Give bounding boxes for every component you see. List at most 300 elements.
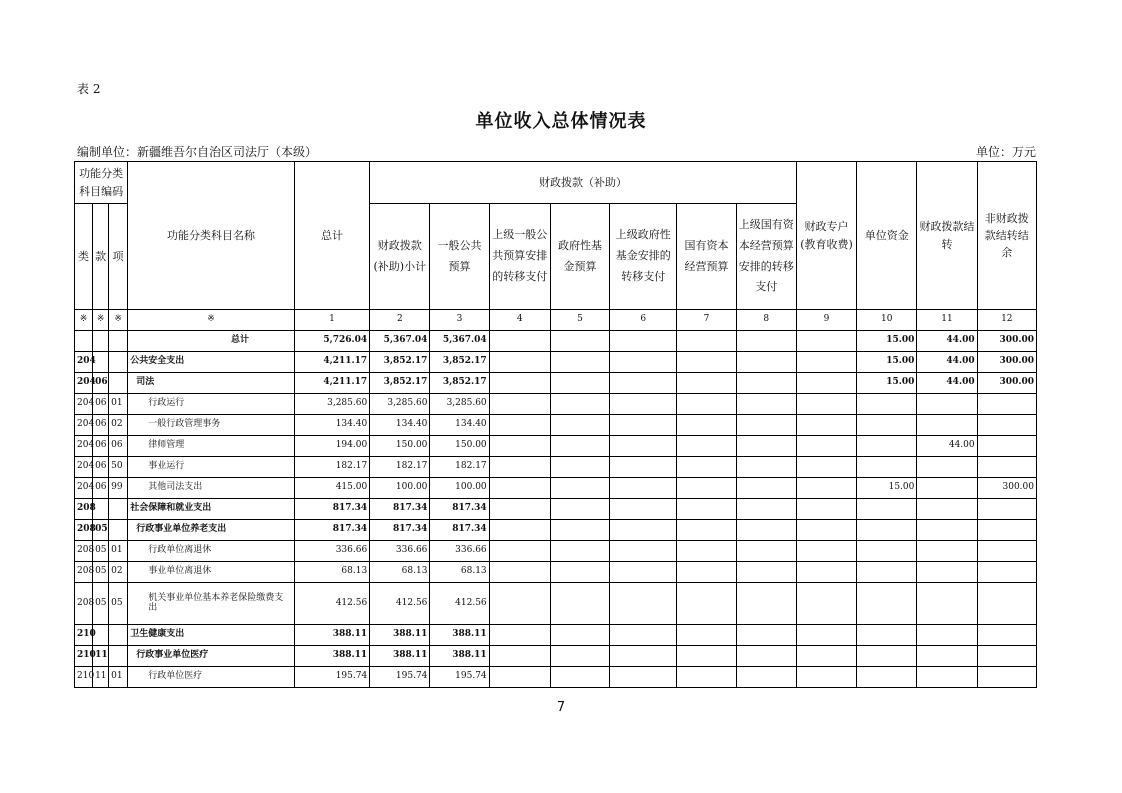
table-row — [75, 520, 1037, 541]
value-cell — [857, 436, 917, 457]
code-kuan-cell: 06 — [93, 478, 109, 499]
value-cell — [677, 520, 736, 541]
category-name-cell: 事业运行 — [128, 457, 295, 478]
value-cell — [736, 457, 796, 478]
index-num: 2 — [370, 310, 430, 331]
value-cell — [550, 478, 609, 499]
value-cell — [610, 520, 677, 541]
value-cell: 182.17 — [294, 457, 369, 478]
value-cell: 4,211.17 — [294, 373, 369, 394]
value-cell — [796, 331, 856, 352]
code-kuan-cell: 06 — [93, 457, 109, 478]
fiscal-special-header: 财政专户(教育收费) — [796, 162, 856, 310]
code-lei-cell: 208 — [75, 562, 93, 583]
value-cell: 3,285.60 — [370, 394, 430, 415]
fiscal-group-header: 财政拨款（补助） — [370, 162, 797, 204]
value-cell — [677, 352, 736, 373]
value-cell — [857, 646, 917, 667]
code-lei-cell: 204 — [75, 415, 93, 436]
value-cell: 15.00 — [857, 478, 917, 499]
code-xiang-cell: 06 — [109, 436, 128, 457]
value-cell — [489, 646, 550, 667]
index-num: 5 — [550, 310, 609, 331]
value-cell — [736, 562, 796, 583]
code-kuan-cell: 05 — [93, 520, 109, 541]
value-cell: 44.00 — [917, 352, 977, 373]
code-xiang-cell: 05 — [109, 583, 128, 625]
value-cell — [610, 562, 677, 583]
code-lei-cell: 204 — [75, 373, 93, 394]
value-cell — [610, 625, 677, 646]
table-row — [75, 499, 1037, 520]
upper-state-capital-header: 上级国有资本经营预算安排的转移支付 — [736, 204, 796, 310]
value-cell — [550, 499, 609, 520]
value-cell: 388.11 — [430, 646, 489, 667]
value-cell — [917, 541, 977, 562]
code-lei-cell: 210 — [75, 625, 93, 646]
code-xiang-cell — [109, 352, 128, 373]
code-xiang-cell: 99 — [109, 478, 128, 499]
value-cell — [796, 436, 856, 457]
value-cell: 100.00 — [430, 478, 489, 499]
value-cell: 15.00 — [857, 331, 917, 352]
code-lei-cell: 204 — [75, 478, 93, 499]
value-cell: 182.17 — [370, 457, 430, 478]
value-cell: 3,285.60 — [294, 394, 369, 415]
value-cell — [550, 457, 609, 478]
header-row-1 — [75, 162, 1037, 204]
value-cell: 5,367.04 — [370, 331, 430, 352]
value-cell — [857, 457, 917, 478]
value-cell — [796, 667, 856, 688]
value-cell — [550, 520, 609, 541]
category-name-cell: 司法 — [128, 373, 295, 394]
lei-header: 类 — [75, 204, 93, 310]
value-cell: 44.00 — [917, 436, 977, 457]
value-cell: 336.66 — [370, 541, 430, 562]
category-name-cell: 行政运行 — [128, 394, 295, 415]
code-xiang-cell: 50 — [109, 457, 128, 478]
code-lei-cell: 208 — [75, 499, 93, 520]
code-xiang-cell: 01 — [109, 394, 128, 415]
code-lei-cell: 204 — [75, 436, 93, 457]
value-cell — [550, 394, 609, 415]
value-cell: 388.11 — [430, 625, 489, 646]
value-cell — [857, 520, 917, 541]
value-cell — [610, 436, 677, 457]
value-cell — [917, 499, 977, 520]
value-cell — [736, 625, 796, 646]
value-cell — [677, 541, 736, 562]
value-cell — [489, 625, 550, 646]
value-cell — [796, 625, 856, 646]
value-cell — [977, 646, 1036, 667]
value-cell — [796, 352, 856, 373]
value-cell — [489, 667, 550, 688]
value-cell — [917, 583, 977, 625]
data-rows — [75, 331, 1037, 688]
value-cell — [550, 562, 609, 583]
value-cell — [917, 562, 977, 583]
code-xiang-cell — [109, 646, 128, 667]
code-kuan-cell: 06 — [93, 415, 109, 436]
value-cell: 195.74 — [294, 667, 369, 688]
index-num: 1 — [294, 310, 369, 331]
value-cell — [917, 667, 977, 688]
value-cell — [796, 520, 856, 541]
kuan-header: 款 — [93, 204, 109, 310]
value-cell — [736, 583, 796, 625]
table-row — [75, 415, 1037, 436]
code-xiang-cell — [109, 520, 128, 541]
value-cell — [796, 562, 856, 583]
value-cell — [917, 415, 977, 436]
value-cell — [977, 583, 1036, 625]
code-xiang-cell: 02 — [109, 415, 128, 436]
value-cell: 388.11 — [370, 625, 430, 646]
value-cell — [796, 373, 856, 394]
value-cell — [550, 436, 609, 457]
value-cell: 300.00 — [977, 352, 1036, 373]
value-cell: 5,367.04 — [430, 331, 489, 352]
code-xiang-cell: 01 — [109, 667, 128, 688]
table-row — [75, 373, 1037, 394]
value-cell — [917, 625, 977, 646]
value-cell: 336.66 — [430, 541, 489, 562]
category-name-cell: 社会保障和就业支出 — [128, 499, 295, 520]
table-row — [75, 667, 1037, 688]
value-cell: 134.40 — [294, 415, 369, 436]
value-cell — [489, 499, 550, 520]
value-cell: 100.00 — [370, 478, 430, 499]
value-cell — [796, 394, 856, 415]
value-cell — [857, 394, 917, 415]
value-cell: 817.34 — [370, 520, 430, 541]
value-cell — [977, 394, 1036, 415]
value-cell: 195.74 — [430, 667, 489, 688]
index-num: 3 — [430, 310, 489, 331]
category-name-cell: 公共安全支出 — [128, 352, 295, 373]
value-cell: 4,211.17 — [294, 352, 369, 373]
value-cell: 817.34 — [430, 499, 489, 520]
value-cell: 194.00 — [294, 436, 369, 457]
value-cell — [677, 478, 736, 499]
value-cell: 388.11 — [294, 646, 369, 667]
nonfiscal-carry-header: 非财政拨款结转结余 — [977, 162, 1036, 310]
value-cell — [917, 478, 977, 499]
value-cell — [796, 583, 856, 625]
fiscal-carry-header: 财政拨款结转 — [917, 162, 977, 310]
code-xiang-cell — [109, 625, 128, 646]
value-cell: 388.11 — [370, 646, 430, 667]
value-cell — [677, 583, 736, 625]
category-name-cell: 行政事业单位医疗 — [128, 646, 295, 667]
value-cell: 388.11 — [294, 625, 369, 646]
gov-fund-header: 政府性基金预算 — [550, 204, 609, 310]
index-num: 12 — [977, 310, 1036, 331]
code-lei-cell: 204 — [75, 457, 93, 478]
value-cell — [977, 499, 1036, 520]
value-cell — [489, 457, 550, 478]
value-cell — [857, 625, 917, 646]
value-cell — [736, 646, 796, 667]
code-kuan-cell: 06 — [93, 394, 109, 415]
value-cell — [677, 562, 736, 583]
general-budget-header: 一般公共预算 — [430, 204, 489, 310]
value-cell: 300.00 — [977, 373, 1036, 394]
value-cell — [796, 415, 856, 436]
value-cell — [610, 394, 677, 415]
table-row — [75, 478, 1037, 499]
page-number: 7 — [556, 700, 566, 715]
table-row — [75, 394, 1037, 415]
value-cell — [977, 541, 1036, 562]
value-cell — [796, 499, 856, 520]
value-cell: 415.00 — [294, 478, 369, 499]
value-cell — [489, 436, 550, 457]
category-name-cell: 行政事业单位养老支出 — [128, 520, 295, 541]
code-xiang-cell — [109, 499, 128, 520]
value-cell — [550, 667, 609, 688]
value-cell — [857, 667, 917, 688]
category-name-cell: 行政单位离退休 — [128, 541, 295, 562]
value-cell: 15.00 — [857, 373, 917, 394]
value-cell: 150.00 — [430, 436, 489, 457]
value-cell — [736, 436, 796, 457]
value-cell: 817.34 — [294, 499, 369, 520]
fiscal-subtotal-header: 财政拨款(补助)小计 — [370, 204, 430, 310]
value-cell — [857, 583, 917, 625]
code-lei-cell: 208 — [75, 541, 93, 562]
value-cell — [489, 352, 550, 373]
value-cell: 3,285.60 — [430, 394, 489, 415]
value-cell: 3,852.17 — [430, 373, 489, 394]
value-cell: 300.00 — [977, 331, 1036, 352]
value-cell: 182.17 — [430, 457, 489, 478]
value-cell: 817.34 — [430, 520, 489, 541]
value-cell — [736, 331, 796, 352]
value-cell — [550, 646, 609, 667]
value-cell — [610, 541, 677, 562]
value-cell — [917, 394, 977, 415]
code-kuan-cell: 11 — [93, 667, 109, 688]
table-row — [75, 625, 1037, 646]
table-number: 表 2 — [77, 82, 101, 96]
value-cell — [550, 415, 609, 436]
value-cell — [736, 499, 796, 520]
value-cell — [610, 373, 677, 394]
table-row — [75, 331, 1037, 352]
value-cell — [977, 457, 1036, 478]
value-cell — [677, 646, 736, 667]
value-cell — [917, 646, 977, 667]
index-num: 8 — [736, 310, 796, 331]
value-cell — [489, 478, 550, 499]
category-name-cell: 机关事业单位基本养老保险缴费支出 — [128, 583, 295, 625]
value-cell: 150.00 — [370, 436, 430, 457]
value-cell — [610, 499, 677, 520]
value-cell — [857, 562, 917, 583]
value-cell — [736, 373, 796, 394]
value-cell: 412.56 — [370, 583, 430, 625]
index-num: 9 — [796, 310, 856, 331]
table-row — [75, 352, 1037, 373]
value-cell — [489, 583, 550, 625]
value-cell — [550, 331, 609, 352]
value-cell: 3,852.17 — [370, 373, 430, 394]
value-cell — [977, 562, 1036, 583]
table-row — [75, 457, 1037, 478]
index-row — [75, 310, 1037, 331]
value-cell — [677, 667, 736, 688]
value-cell — [736, 667, 796, 688]
value-cell — [610, 646, 677, 667]
category-name-cell: 一般行政管理事务 — [128, 415, 295, 436]
code-kuan-cell: 11 — [93, 646, 109, 667]
value-cell: 3,852.17 — [430, 352, 489, 373]
index-num: 4 — [489, 310, 550, 331]
value-cell — [677, 394, 736, 415]
category-name-cell: 卫生健康支出 — [128, 625, 295, 646]
value-cell — [610, 352, 677, 373]
value-cell — [550, 352, 609, 373]
code-kuan-cell — [93, 331, 109, 352]
state-capital-header: 国有资本经营预算 — [677, 204, 736, 310]
value-cell — [489, 394, 550, 415]
value-cell — [736, 520, 796, 541]
value-cell — [736, 352, 796, 373]
index-num: 6 — [610, 310, 677, 331]
category-name-cell: 行政单位医疗 — [128, 667, 295, 688]
table-row — [75, 562, 1037, 583]
value-cell — [489, 562, 550, 583]
value-cell — [610, 457, 677, 478]
name-header: 功能分类科目名称 — [128, 162, 295, 310]
value-cell — [677, 625, 736, 646]
index-num: 11 — [917, 310, 977, 331]
code-xiang-cell: 01 — [109, 541, 128, 562]
xiang-header: 项 — [109, 204, 128, 310]
value-cell — [489, 541, 550, 562]
index-mark: ※ — [128, 310, 295, 331]
value-cell: 817.34 — [370, 499, 430, 520]
category-name-cell: 总计 — [128, 331, 295, 352]
value-cell — [796, 646, 856, 667]
value-cell — [550, 625, 609, 646]
value-cell — [857, 415, 917, 436]
code-lei-cell: 208 — [75, 520, 93, 541]
value-cell: 15.00 — [857, 352, 917, 373]
value-cell: 134.40 — [430, 415, 489, 436]
value-cell — [736, 394, 796, 415]
value-cell — [610, 583, 677, 625]
value-cell — [489, 373, 550, 394]
value-cell — [977, 415, 1036, 436]
value-cell: 44.00 — [917, 373, 977, 394]
value-cell: 44.00 — [917, 331, 977, 352]
code-xiang-cell — [109, 373, 128, 394]
value-cell — [677, 499, 736, 520]
value-cell: 134.40 — [370, 415, 430, 436]
table-row — [75, 436, 1037, 457]
value-cell: 412.56 — [430, 583, 489, 625]
income-summary-table — [74, 161, 1037, 688]
value-cell — [677, 436, 736, 457]
value-cell: 817.34 — [294, 520, 369, 541]
index-mark: ※ — [93, 310, 109, 331]
table-row — [75, 646, 1037, 667]
table-row — [75, 541, 1037, 562]
unit-funds-header: 单位资金 — [857, 162, 917, 310]
value-cell: 68.13 — [430, 562, 489, 583]
value-cell — [489, 520, 550, 541]
code-kuan-cell: 05 — [93, 541, 109, 562]
code-lei-cell: 210 — [75, 646, 93, 667]
value-cell — [736, 478, 796, 499]
value-cell — [796, 478, 856, 499]
value-cell — [489, 415, 550, 436]
compiling-unit: 编制单位：新疆维吾尔自治区司法厅（本级） — [77, 145, 318, 159]
value-cell — [610, 667, 677, 688]
value-cell — [677, 373, 736, 394]
code-xiang-cell — [109, 331, 128, 352]
upper-transfer-header: 上级一般公共预算安排的转移支付 — [489, 204, 550, 310]
value-cell: 300.00 — [977, 478, 1036, 499]
code-lei-cell: 208 — [75, 583, 93, 625]
total-header: 总计 — [294, 162, 369, 310]
category-name-cell: 其他司法支出 — [128, 478, 295, 499]
page-title: 单位收入总体情况表 — [475, 111, 647, 132]
value-cell — [857, 499, 917, 520]
table-row — [75, 583, 1037, 625]
value-cell — [610, 478, 677, 499]
code-group-header: 功能分类科目编码 — [75, 162, 128, 204]
category-name-cell: 事业单位离退休 — [128, 562, 295, 583]
value-cell — [796, 541, 856, 562]
value-cell: 412.56 — [294, 583, 369, 625]
value-cell — [857, 541, 917, 562]
value-cell — [977, 520, 1036, 541]
value-cell: 336.66 — [294, 541, 369, 562]
index-mark: ※ — [75, 310, 93, 331]
value-cell — [736, 415, 796, 436]
code-xiang-cell: 02 — [109, 562, 128, 583]
value-cell: 68.13 — [370, 562, 430, 583]
code-lei-cell: 204 — [75, 394, 93, 415]
code-kuan-cell: 06 — [93, 373, 109, 394]
value-cell — [977, 667, 1036, 688]
value-cell — [550, 583, 609, 625]
value-cell: 68.13 — [294, 562, 369, 583]
value-cell — [489, 331, 550, 352]
value-cell: 195.74 — [370, 667, 430, 688]
upper-gov-fund-header: 上级政府性基金安排的转移支付 — [610, 204, 677, 310]
value-cell — [610, 331, 677, 352]
index-mark: ※ — [109, 310, 128, 331]
value-cell — [917, 457, 977, 478]
code-lei-cell: 210 — [75, 667, 93, 688]
value-cell — [977, 625, 1036, 646]
index-num: 10 — [857, 310, 917, 331]
value-cell — [917, 520, 977, 541]
category-name-cell: 律师管理 — [128, 436, 295, 457]
value-cell — [550, 373, 609, 394]
value-cell: 5,726.04 — [294, 331, 369, 352]
value-cell — [677, 457, 736, 478]
code-kuan-cell: 05 — [93, 562, 109, 583]
code-kuan-cell: 06 — [93, 436, 109, 457]
index-num: 7 — [677, 310, 736, 331]
